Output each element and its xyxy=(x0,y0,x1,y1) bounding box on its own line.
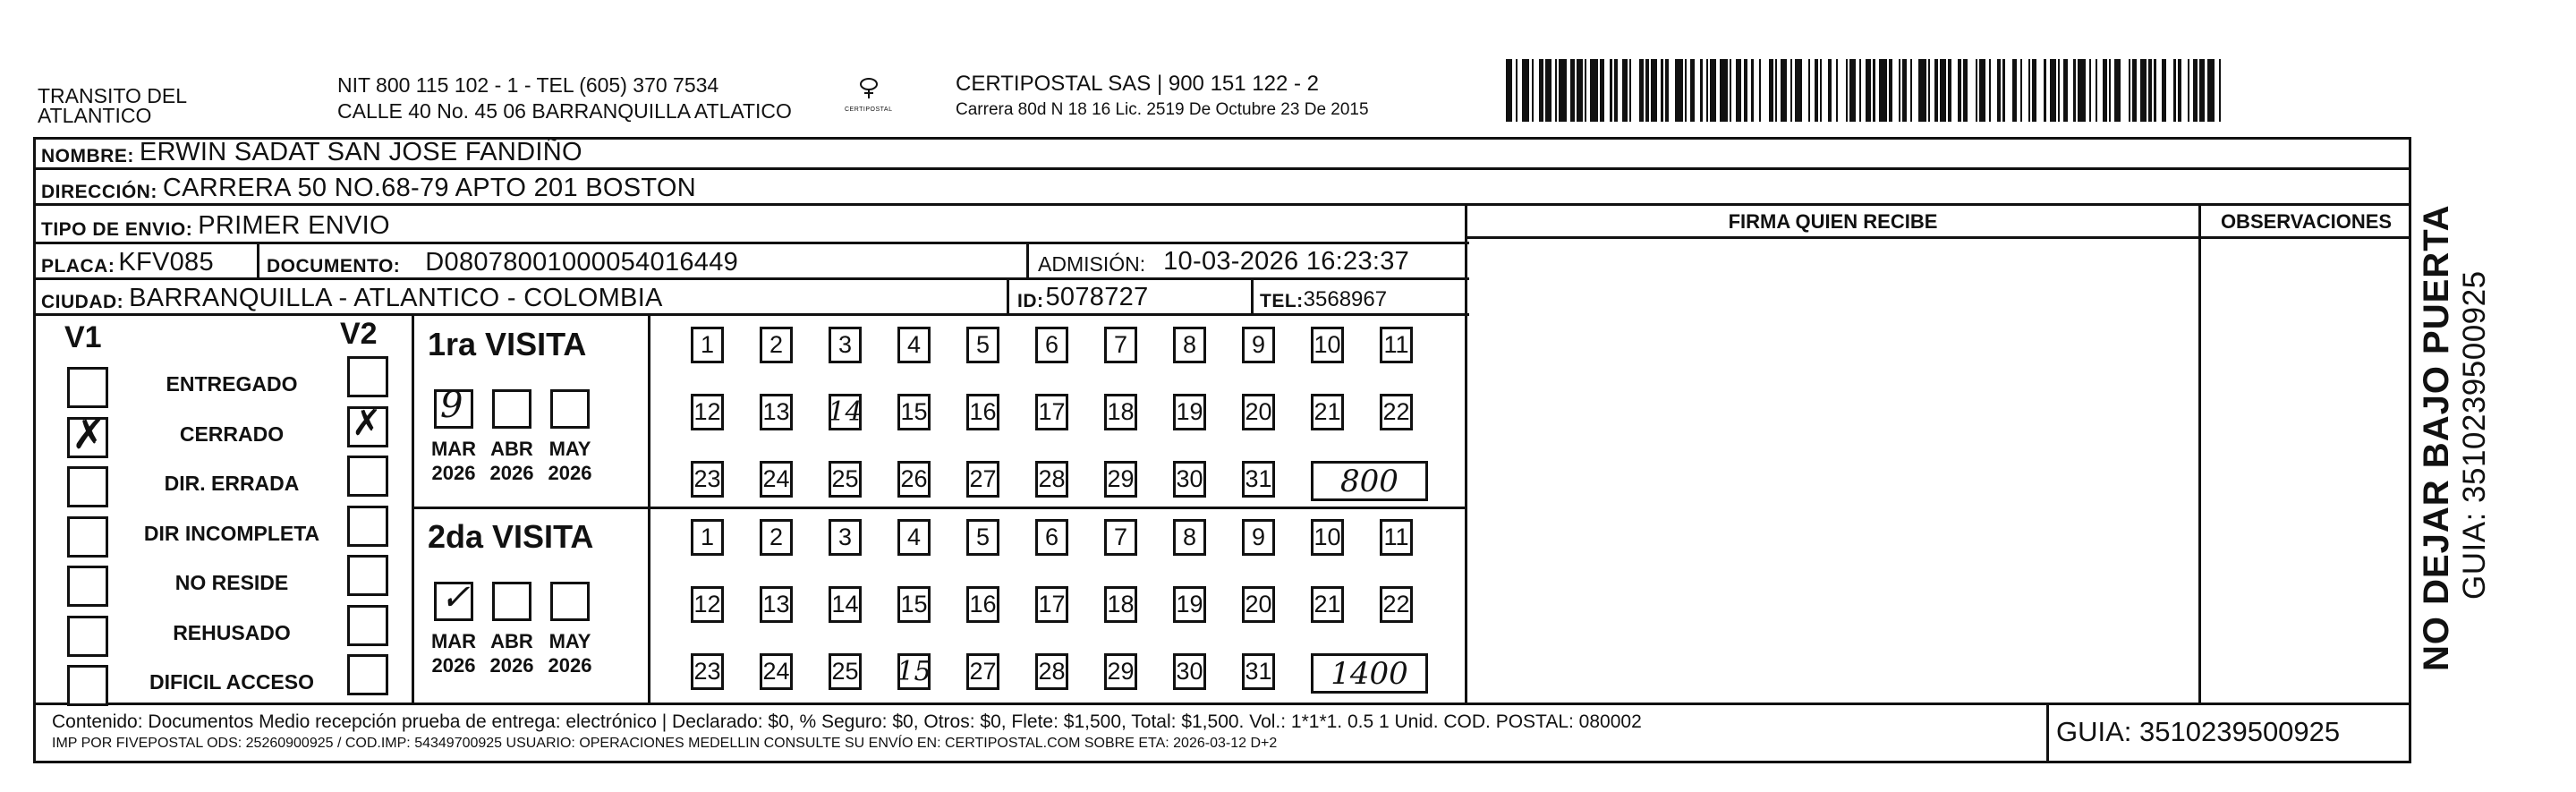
signature-area[interactable] xyxy=(1467,239,2198,703)
barcode-bar xyxy=(2022,59,2028,122)
day-box-24[interactable]: 24 xyxy=(760,461,793,498)
day-box-30[interactable]: 30 xyxy=(1173,653,1206,690)
barcode-bar xyxy=(1951,59,1958,122)
shipment-type: PRIMER ENVIO xyxy=(198,211,390,240)
barcode-bar xyxy=(1918,59,1926,122)
barcode-bar xyxy=(1802,59,1808,122)
day-box-9[interactable]: 9 xyxy=(1242,327,1275,363)
plate-cell xyxy=(41,244,214,277)
sender-name-line1: TRANSITO DEL xyxy=(38,84,187,107)
name-label: NOMBRE: xyxy=(41,146,134,166)
day-box-28[interactable]: 28 xyxy=(1035,461,1068,498)
sender-name-line2: ATLANTICO xyxy=(38,104,152,127)
barcode-bar xyxy=(1838,59,1846,122)
v1-checkbox-rehusado[interactable] xyxy=(67,616,108,657)
month-name: MAY xyxy=(548,438,591,460)
day-box-7[interactable]: 7 xyxy=(1104,327,1137,363)
barcode-bar xyxy=(2121,59,2129,122)
day-box-7[interactable]: 7 xyxy=(1104,519,1137,556)
day-box-15[interactable]: 15 xyxy=(897,586,931,623)
day-box-10[interactable]: 10 xyxy=(1311,519,1344,556)
day-box-16[interactable]: 16 xyxy=(966,394,999,430)
month-year: 2026 xyxy=(548,654,592,677)
type-row xyxy=(41,207,390,241)
day-box-6[interactable]: 6 xyxy=(1035,519,1068,556)
carrier-line2: Carrera 80d N 18 16 Lic. 2519 De Octubre 23 De 2015 xyxy=(956,100,1369,119)
barcode-bar xyxy=(2207,59,2215,122)
day-box-12[interactable]: 12 xyxy=(691,586,724,623)
barcode-bar xyxy=(2221,59,2223,122)
barcode-bar xyxy=(1761,59,1769,122)
month-name: MAR xyxy=(430,438,477,460)
day-box-25[interactable]: 25 xyxy=(829,461,862,498)
day-box-3[interactable]: 3 xyxy=(829,327,862,363)
status-label: CERRADO xyxy=(179,422,285,446)
month-year: 2026 xyxy=(431,654,476,677)
barcode-bar xyxy=(1991,59,1997,122)
day-box-14[interactable] xyxy=(829,394,862,430)
sender-address: CALLE 40 No. 45 06 BARRANQUILLA ATLATICO xyxy=(337,99,792,123)
contents-line: Contenido: Documentos Medio recepción prueba de entrega: electrónico | Declarado: $0, % Seguro: $0, Otros: $0, Flete: $1,500, Total: $1,500. Vol.: 1*1*1. 0.5 1 Unid. COD. POSTAL: 080002 xyxy=(52,711,1642,732)
status-label: DIFICIL ACCESO xyxy=(149,670,314,694)
footer-guide-number: GUIA: 3510239500925 xyxy=(2056,716,2341,747)
divider xyxy=(2046,703,2049,763)
day-box-31[interactable]: 31 xyxy=(1242,653,1275,690)
barcode-bar xyxy=(1695,59,1701,122)
barcode-bar xyxy=(1631,59,1639,122)
month-year: 2026 xyxy=(431,462,476,484)
month-label xyxy=(422,437,485,485)
time-box[interactable]: 800 xyxy=(1311,461,1428,501)
barcode-bar xyxy=(1604,59,1611,122)
day-box-28[interactable]: 28 xyxy=(1035,653,1068,690)
admission-cell xyxy=(1038,244,1409,277)
barcode-bar xyxy=(2114,59,2121,122)
barcode-bar xyxy=(2140,59,2147,122)
barcode-bar xyxy=(1979,59,1985,122)
day-box-30[interactable]: 30 xyxy=(1173,461,1206,498)
day-box-15[interactable]: 15 xyxy=(897,394,931,430)
carrier-info xyxy=(956,72,1369,122)
month-checkbox-abr[interactable] xyxy=(492,582,531,621)
day-box-5[interactable]: 5 xyxy=(966,519,999,556)
recipient-name: ERWIN SADAT SAN JOSE FANDIÑO xyxy=(139,138,582,166)
day-box-18[interactable]: 18 xyxy=(1104,586,1137,623)
month-name: MAR xyxy=(430,630,477,652)
day-box-6[interactable]: 6 xyxy=(1035,327,1068,363)
month-label xyxy=(422,629,485,677)
plate-value: KFV085 xyxy=(118,248,214,277)
carrier-line1: CERTIPOSTAL SAS | 900 151 122 - 2 xyxy=(956,72,1319,96)
day-box-22[interactable]: 22 xyxy=(1380,586,1413,623)
barcode xyxy=(1506,59,2226,122)
status-label: ENTREGADO xyxy=(166,372,298,396)
barcode-bar xyxy=(2078,59,2086,122)
barcode-bar xyxy=(1506,59,1512,122)
barcode-bar xyxy=(1522,59,1530,122)
status-label: DIR INCOMPLETA xyxy=(143,521,320,545)
visit-title: 2da VISITA xyxy=(428,518,594,555)
day-box-14[interactable]: 14 xyxy=(829,586,862,623)
day-box-21[interactable]: 21 xyxy=(1311,586,1344,623)
barcode-bar xyxy=(2050,59,2056,122)
day-box-24[interactable]: 24 xyxy=(760,653,793,690)
barcode-bar xyxy=(1710,59,1716,122)
day-box-19[interactable]: 19 xyxy=(1173,394,1206,430)
barcode-bar xyxy=(1940,59,1946,122)
divider xyxy=(33,313,1469,316)
day-box-1[interactable]: 1 xyxy=(691,327,724,363)
month-year: 2026 xyxy=(489,654,534,677)
side-guide-number: GUIA: 3510239500925 xyxy=(2457,270,2492,600)
month-checkbox-abr[interactable] xyxy=(492,389,531,429)
v1-checkbox-dir-incompleta[interactable] xyxy=(67,516,108,558)
barcode-bar xyxy=(2181,59,2188,122)
barcode-bar xyxy=(1736,59,1742,122)
barcode-bar xyxy=(2166,59,2174,122)
day-box-10[interactable]: 10 xyxy=(1311,327,1344,363)
barcode-bar xyxy=(1879,59,1887,122)
sender-name xyxy=(38,84,187,127)
barcode-bar xyxy=(1675,59,1683,122)
barcode-bar xyxy=(1849,59,1856,122)
day-box-3[interactable]: 3 xyxy=(829,519,862,556)
divider xyxy=(1251,277,1254,313)
v2-checkbox-no-reside[interactable] xyxy=(347,555,388,596)
plate-label: PLACA: xyxy=(41,256,115,277)
day-handwritten-mark: 14 xyxy=(828,396,863,428)
barcode-bar xyxy=(1545,59,1552,122)
barcode-bar xyxy=(1577,59,1583,122)
id-value: 5078727 xyxy=(1045,283,1149,311)
barcode-bar xyxy=(2156,59,2163,122)
name-row xyxy=(41,138,582,167)
day-box-8[interactable]: 8 xyxy=(1173,327,1206,363)
v2-check-mark: ✗ xyxy=(352,403,382,443)
address-label: DIRECCIÓN: xyxy=(41,182,157,202)
barcode-bar xyxy=(2005,59,2013,122)
logo-icon xyxy=(837,75,900,120)
recipient-address: CARRERA 50 NO.68-79 APTO 201 BOSTON xyxy=(162,174,696,202)
barcode-bar xyxy=(2036,59,2045,122)
month-label xyxy=(480,629,543,677)
day-box-11[interactable]: 11 xyxy=(1380,519,1413,556)
address-row xyxy=(41,171,696,203)
observations-area[interactable] xyxy=(2201,239,2411,703)
sender-info xyxy=(337,73,792,123)
day-box-17[interactable]: 17 xyxy=(1035,394,1068,430)
divider xyxy=(1007,277,1009,313)
day-box-1[interactable]: 1 xyxy=(691,519,724,556)
barcode-bar xyxy=(1795,59,1803,122)
month-checkbox-may[interactable] xyxy=(550,389,590,429)
id-cell xyxy=(1017,280,1149,312)
day-box-29[interactable]: 29 xyxy=(1104,653,1137,690)
day-box-20[interactable]: 20 xyxy=(1242,394,1275,430)
month-label xyxy=(539,629,601,677)
month-handwritten-mark: ✓ xyxy=(440,577,471,618)
v1-checkbox-dificil-acceso[interactable] xyxy=(67,665,108,706)
day-box-17[interactable]: 17 xyxy=(1035,586,1068,623)
month-label xyxy=(539,437,601,485)
barcode-bar xyxy=(1912,59,1918,122)
month-year: 2026 xyxy=(548,462,592,484)
day-box-27[interactable]: 27 xyxy=(966,461,999,498)
v1-checkbox-no-reside[interactable] xyxy=(67,566,108,607)
barcode-bar xyxy=(1622,59,1628,122)
day-box-11[interactable]: 11 xyxy=(1380,327,1413,363)
v2-checkbox-dir-incompleta[interactable] xyxy=(347,506,388,547)
day-box-19[interactable]: 19 xyxy=(1173,586,1206,623)
signature-header: FIRMA QUIEN RECIBE xyxy=(1728,210,1938,233)
day-handwritten-mark: 15 xyxy=(897,656,931,687)
tel-label: TEL: xyxy=(1260,291,1304,311)
barcode-bar xyxy=(1892,59,1899,122)
day-box-13[interactable]: 13 xyxy=(760,394,793,430)
day-box-26[interactable]: 26 xyxy=(897,461,931,498)
city-value: BARRANQUILLA - ATLANTICO - COLOMBIA xyxy=(129,284,663,312)
day-box-2[interactable]: 2 xyxy=(760,327,793,363)
month-label xyxy=(480,437,543,485)
divider xyxy=(33,203,2411,206)
status-label: NO RESIDE xyxy=(174,571,289,594)
admission-value: 10-03-2026 16:23:37 xyxy=(1163,247,1410,276)
type-label: TIPO DE ENVIO: xyxy=(41,219,193,240)
barcode-bar xyxy=(2097,59,2104,122)
barcode-bar xyxy=(1720,59,1728,122)
divider xyxy=(1026,242,1029,277)
day-box-16[interactable]: 16 xyxy=(966,586,999,623)
day-box-20[interactable]: 20 xyxy=(1242,586,1275,623)
time-box[interactable]: 1400 xyxy=(1311,653,1428,694)
barcode-bar xyxy=(1559,59,1567,122)
tel-value: 3568967 xyxy=(1303,287,1388,311)
day-box-4[interactable]: 4 xyxy=(897,327,931,363)
v2-checkbox-dir-errada[interactable] xyxy=(347,456,388,497)
month-year: 2026 xyxy=(489,462,534,484)
day-box-29[interactable]: 29 xyxy=(1104,461,1137,498)
barcode-bar xyxy=(1968,59,1976,122)
day-box-22[interactable]: 22 xyxy=(1380,394,1413,430)
v1-checkbox-dir-errada[interactable] xyxy=(67,466,108,507)
day-box-4[interactable]: 4 xyxy=(897,519,931,556)
side-warning: NO DEJAR BAJO PUERTA xyxy=(2417,204,2456,671)
status-label: DIR. ERRADA xyxy=(164,472,300,495)
day-box-8[interactable]: 8 xyxy=(1173,519,1206,556)
day-box-27[interactable]: 27 xyxy=(966,653,999,690)
divider xyxy=(33,167,2411,170)
day-box-21[interactable]: 21 xyxy=(1311,394,1344,430)
barcode-bar xyxy=(1754,59,1760,122)
barcode-bar xyxy=(1590,59,1598,122)
v2-checkbox-dificil-acceso[interactable] xyxy=(347,654,388,695)
barcode-bar xyxy=(1651,59,1657,122)
month-name: ABR xyxy=(490,630,533,652)
month-name: MAY xyxy=(548,630,591,652)
divider xyxy=(257,242,259,277)
day-box-26[interactable] xyxy=(897,653,931,690)
barcode-bar xyxy=(1781,59,1787,122)
tel-cell xyxy=(1260,280,1387,312)
visit-title: 1ra VISITA xyxy=(428,326,587,362)
barcode-bar xyxy=(1534,59,1540,122)
barcode-bar xyxy=(1822,59,1828,122)
day-box-13[interactable]: 13 xyxy=(760,586,793,623)
document-cell xyxy=(267,244,738,277)
barcode-bar xyxy=(2199,59,2206,122)
day-box-31[interactable]: 31 xyxy=(1242,461,1275,498)
day-box-5[interactable]: 5 xyxy=(966,327,999,363)
month-checkbox-may[interactable] xyxy=(550,582,590,621)
sender-nit: NIT 800 115 102 - 1 - TEL (605) 370 7534 xyxy=(337,73,719,97)
day-box-25[interactable]: 25 xyxy=(829,653,862,690)
day-box-12[interactable]: 12 xyxy=(691,394,724,430)
document-value: D08078001000054016449 xyxy=(425,248,739,277)
status-label: REHUSADO xyxy=(173,620,291,644)
barcode-bar xyxy=(1669,59,1675,122)
document-label: DOCUMENTO: xyxy=(267,256,401,277)
observations-header: OBSERVACIONES xyxy=(2220,210,2393,233)
day-box-9[interactable]: 9 xyxy=(1242,519,1275,556)
divider xyxy=(33,703,2411,705)
v2-label: V2 xyxy=(340,317,378,351)
certipostal-logo xyxy=(837,75,900,120)
v1-label: V1 xyxy=(64,320,102,354)
v2-checkbox-rehusado[interactable] xyxy=(347,605,388,646)
id-label: ID: xyxy=(1017,291,1044,311)
month-handwritten-mark: 9 xyxy=(440,385,463,426)
v2-checkbox-entregado[interactable] xyxy=(347,356,388,397)
city-cell xyxy=(41,280,663,313)
day-box-2[interactable]: 2 xyxy=(760,519,793,556)
print-info-line: IMP POR FIVEPOSTAL ODS: 25260900925 / COD.IMP: 54349700925 USUARIO: OPERACIONES MEDELLIN CONSULTE SU ENVÍO EN: CERTIPOSTAL.COM SOBRE ETA: 2026-03-12 D+2 xyxy=(52,736,1278,751)
day-box-23[interactable]: 23 xyxy=(691,461,724,498)
divider xyxy=(412,507,1467,509)
city-label: CIUDAD: xyxy=(41,292,124,312)
barcode-bar xyxy=(1866,59,1872,122)
v1-checkbox-entregado[interactable] xyxy=(67,367,108,408)
day-box-23[interactable]: 23 xyxy=(691,653,724,690)
admission-label: ADMISIÓN: xyxy=(1038,252,1146,276)
logo-text: CERTIPOSTAL xyxy=(845,106,893,113)
day-box-18[interactable]: 18 xyxy=(1104,394,1137,430)
month-name: ABR xyxy=(490,438,533,460)
barcode-bar xyxy=(2068,59,2074,122)
v1-check-mark: ✗ xyxy=(72,410,106,457)
